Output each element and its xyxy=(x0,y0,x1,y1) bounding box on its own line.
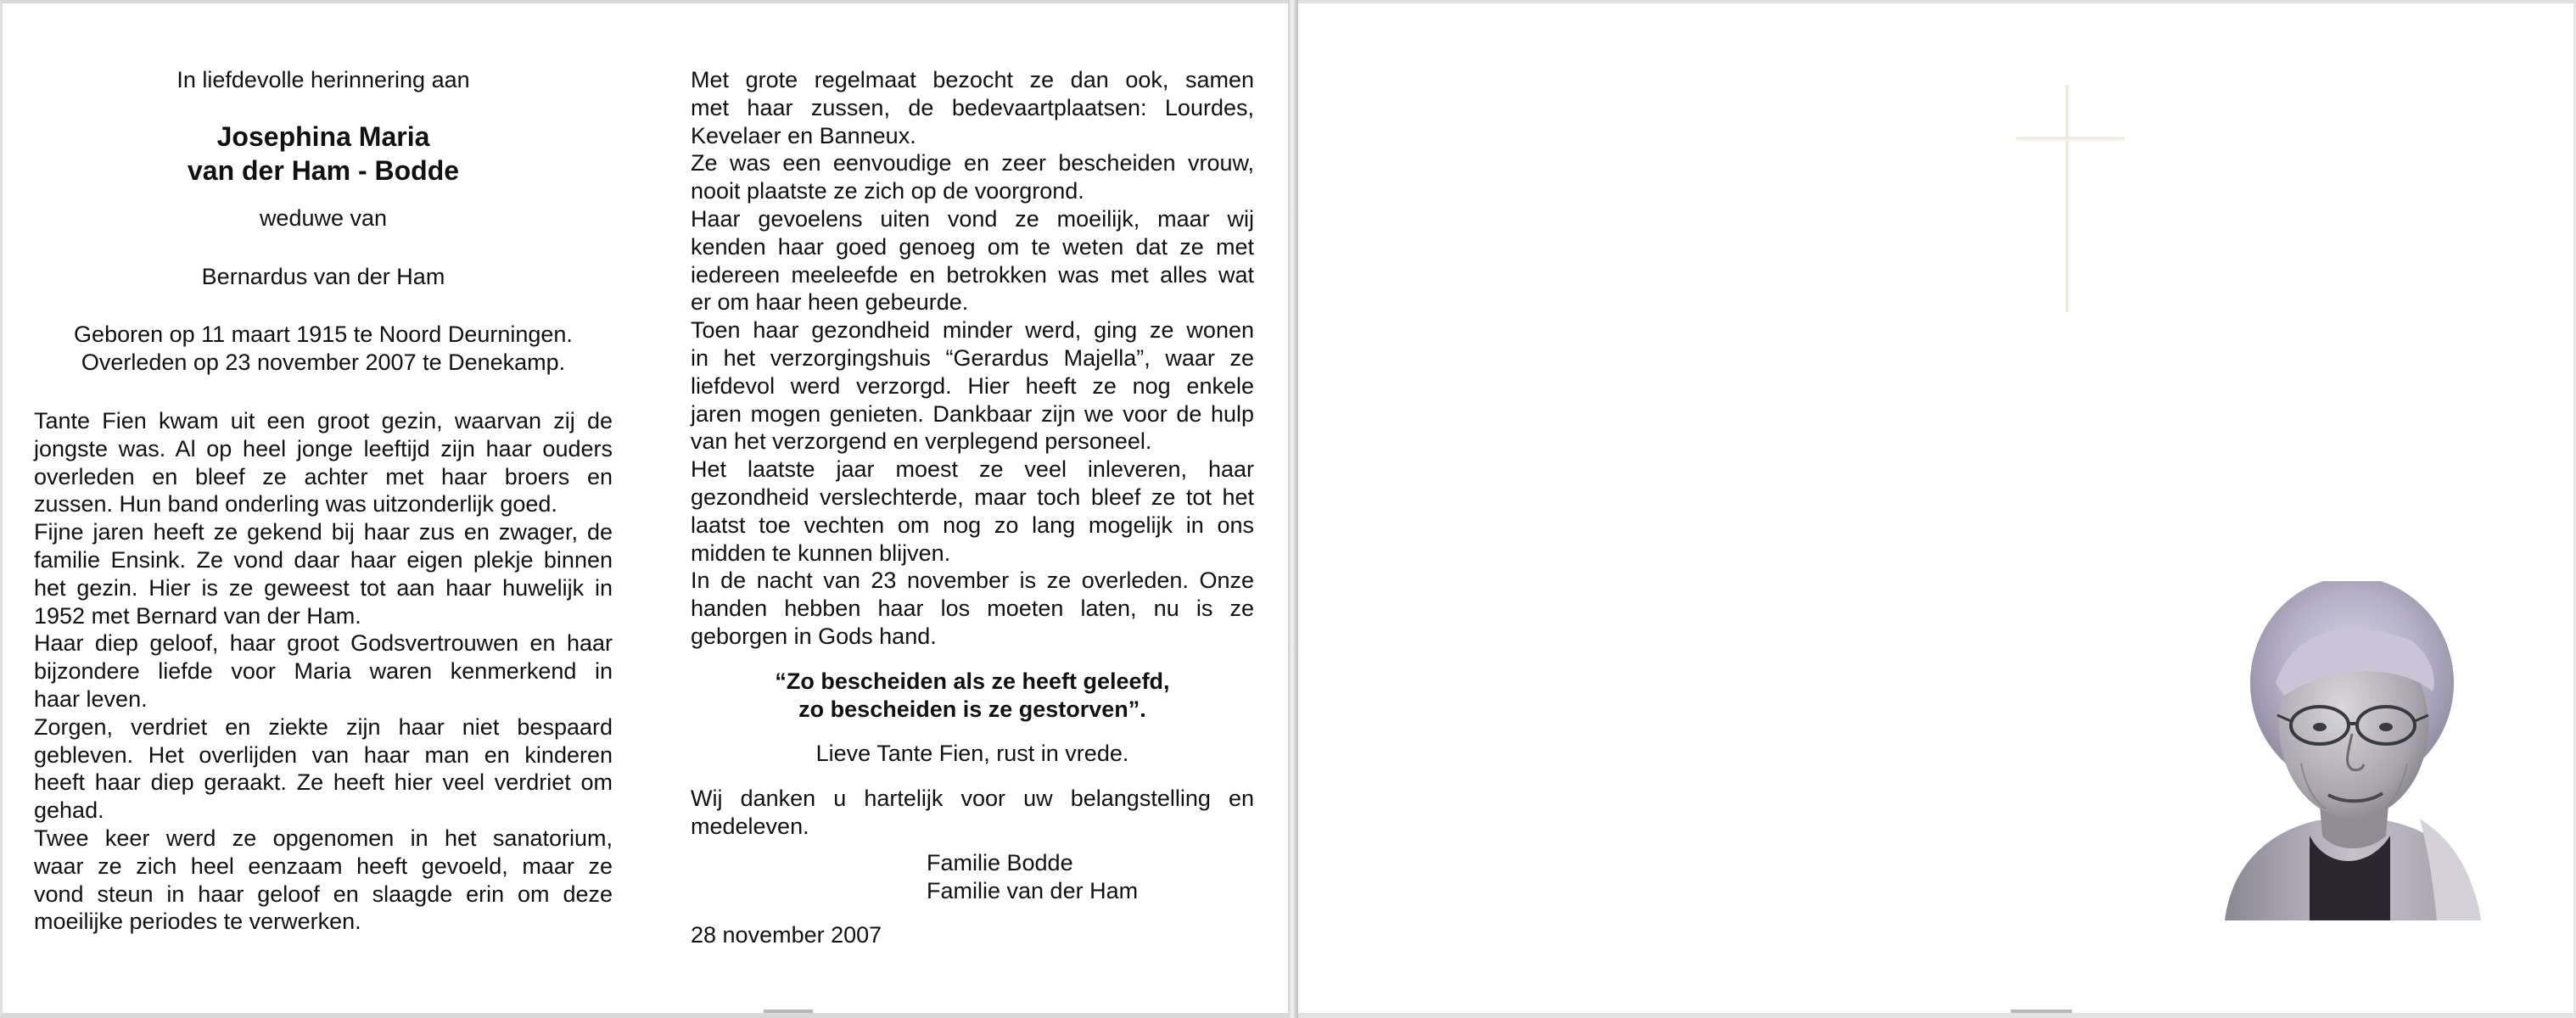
text-line: Haar gevoelens uiten vond ze moeilijk, maar wij xyxy=(691,205,1254,232)
text-line: Fijne jaren heeft ze gekend bij haar zus en zwager, de xyxy=(34,519,613,545)
text-line: Ze was een eenvoudige en zeer bescheiden vrouw, xyxy=(691,150,1254,176)
text-line: het gezin. Hier is ze geweest tot aan haar huwelijk in xyxy=(34,574,613,601)
text-line: haar leven. xyxy=(34,685,148,712)
text-line: gehad. xyxy=(34,797,104,824)
intro-text: In liefdevolle herinnering aan xyxy=(176,67,470,92)
death-text: Overleden op 23 november 2007 te Denekamp. xyxy=(81,350,566,376)
family-signature-2: Familie van der Ham xyxy=(927,877,1139,903)
text-line: heeft haar diep geraakt. Ze heeft hier veel verdriet om xyxy=(34,769,613,796)
text-line: vond steun in haar geloof en slaagde erin om deze xyxy=(34,881,613,907)
portrait-photo xyxy=(2216,581,2484,920)
card-date: 28 november 2007 xyxy=(691,922,882,948)
middle-text-column xyxy=(691,66,1254,949)
text-line: geborgen in Gods hand. xyxy=(691,623,937,649)
birth-text: Geboren op 11 maart 1915 te Noord Deurningen. xyxy=(74,322,573,348)
text-line: laatst toe vechten om nog zo lang mogelijk in ons xyxy=(691,512,1254,538)
text-line: In de nacht van 23 november is ze overleden. Onze xyxy=(691,568,1254,594)
life-story-left xyxy=(34,407,613,936)
text-line: gebleven. Het overlijden van haar man en kinderen xyxy=(34,741,613,768)
text-line: moeilijke periodes te verwerken. xyxy=(34,909,361,935)
thanks-line2: medeleven. xyxy=(691,813,809,839)
text-line: Haar diep geloof, haar groot Godsvertrouwen en haar xyxy=(34,630,613,657)
text-line: bijzondere liefde voor Maria waren kenmerkend in xyxy=(34,658,613,685)
embossed-cross-icon xyxy=(2016,85,2126,314)
text-line: van het verzorgend en verplegend personeel. xyxy=(691,428,1152,455)
text-line: handen hebben haar los moeten laten, nu is ze xyxy=(691,596,1254,622)
text-line: jaren mogen genieten. Dankbaar zijn we voor de hulp xyxy=(691,400,1254,427)
text-line: met haar zussen, de bedevaartplaatsen: Lourdes, xyxy=(691,94,1254,120)
text-line: 1952 met Bernard van der Ham. xyxy=(34,602,361,629)
family-signature-1: Familie Bodde xyxy=(927,849,1073,875)
farewell-text: Lieve Tante Fien, rust in vrede. xyxy=(815,741,1129,767)
bottom-edge-mark xyxy=(764,1010,813,1013)
text-line: gezondheid verslechterde, maar toch bleef ze tot het xyxy=(691,484,1254,510)
text-line: jongste was. Al op heel jonge leeftijd zijn haar ouders xyxy=(34,435,613,461)
relation-text: weduwe van xyxy=(259,204,388,231)
text-line: familie Ensink. Ze vond daar haar eigen plekje binnen xyxy=(34,546,613,573)
text-line: nooit plaatste ze zich op de voorgrond. xyxy=(691,178,1084,204)
text-line: Zorgen, verdriet en ziekte zijn haar niet bespaard xyxy=(34,713,613,740)
quote-line1: “Zo bescheiden als ze heeft geleefd, xyxy=(775,668,1170,694)
text-line: Met grote regelmaat bezocht ze dan ook, samen xyxy=(691,67,1254,92)
text-line: liefdevol werd verzorgd. Hier heeft ze nog enkele xyxy=(691,372,1254,399)
text-line: Twee keer werd ze opgenomen in het sanatorium, xyxy=(34,825,613,851)
spouse-name: Bernardus van der Ham xyxy=(201,263,445,289)
text-line: zussen. Hun band onderling was uitzonderlijk goed. xyxy=(34,491,557,517)
text-line: waar ze zich heel eenzaam heeft gevoeld, maar ze xyxy=(34,853,613,879)
text-line: Tante Fien kwam uit een groot gezin, waarvan zij de xyxy=(34,407,613,433)
text-line: kenden haar goed genoeg om te weten dat ze met xyxy=(691,233,1254,260)
quote-line2: zo bescheiden is ze gestorven”. xyxy=(798,696,1146,722)
text-line: in het verzorgingshuis “Gerardus Majella”, waar ze xyxy=(691,344,1254,371)
text-line: Toen haar gezondheid minder werd, ging ze wonen xyxy=(691,317,1254,344)
text-line: Het laatste jaar moest ze veel inleveren, haar xyxy=(691,456,1254,483)
thanks-line1: Wij danken u hartelijk voor uw belangstelling en xyxy=(691,786,1254,812)
life-story-right xyxy=(691,66,1254,651)
text-line: overleden en bleef ze achter met haar broers en xyxy=(34,463,613,489)
text-line: Kevelaer en Banneux. xyxy=(691,122,916,148)
bottom-edge-mark xyxy=(2011,1010,2072,1013)
text-line: iedereen meeleefde en betrokken was met alles wat xyxy=(691,261,1254,288)
text-line: er om haar heen gebeurde. xyxy=(691,289,969,316)
card-fold xyxy=(1288,0,1298,1018)
left-text-column xyxy=(34,66,613,936)
deceased-name-line1: Josephina Maria xyxy=(216,120,430,152)
deceased-name-line2: van der Ham - Bodde xyxy=(187,154,460,186)
text-line: midden te kunnen blijven. xyxy=(691,540,951,566)
